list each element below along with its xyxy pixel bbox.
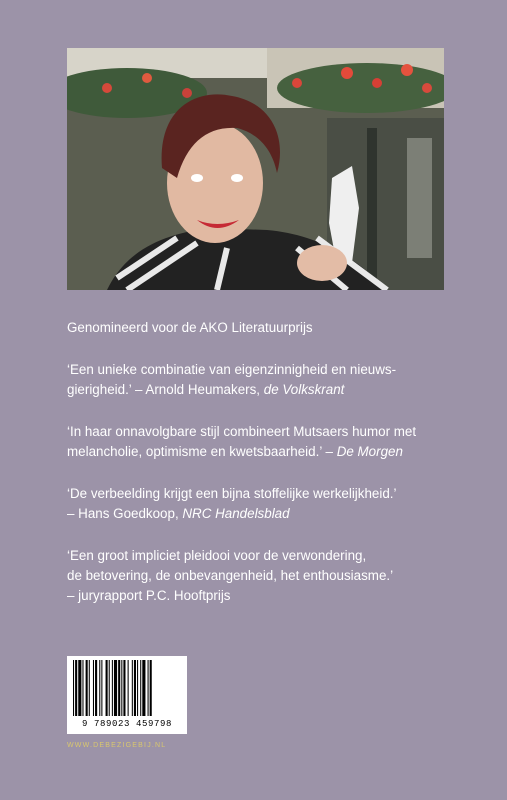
barcode-bar bbox=[150, 660, 152, 716]
barcode-bar bbox=[142, 660, 145, 716]
barcode-bar bbox=[140, 660, 141, 716]
barcode-bar bbox=[118, 660, 120, 716]
nomination-text: Genomineerd voor de AKO Literatuurprijs bbox=[67, 320, 313, 335]
barcode-bar bbox=[73, 660, 74, 716]
author-photo bbox=[67, 48, 444, 290]
barcode-bar bbox=[78, 660, 81, 716]
barcode-bar bbox=[128, 660, 129, 716]
quote-line: melancholie, optimisme en kwetsbaarheid.’ – De Morgen bbox=[67, 444, 403, 459]
barcode-bar bbox=[106, 660, 108, 716]
isbn-number: 9 789023 459798 bbox=[81, 719, 172, 729]
barcode-bar bbox=[137, 660, 138, 716]
quote-line: ‘De verbeelding krijgt een bijna stoffelijke werkelijkheid.’ bbox=[67, 486, 397, 501]
barcode-bar bbox=[93, 660, 94, 716]
publisher-website: WWW.DEBEZIGEBIJ.NL bbox=[67, 742, 167, 749]
quote-source: De Morgen bbox=[336, 444, 403, 459]
barcode-bar bbox=[86, 660, 88, 716]
quote-line: ‘In haar onnavolgbare stijl combineert Mutsaers humor met bbox=[67, 424, 417, 439]
quote-source: NRC Handelsblad bbox=[182, 506, 290, 521]
quote-line: de betovering, de onbevangenheid, het enthousiasme.’ bbox=[67, 568, 394, 583]
barcode-bar bbox=[148, 660, 149, 716]
quote-nrc bbox=[67, 484, 457, 524]
barcode-bar bbox=[134, 660, 136, 716]
quote-line: – juryrapport P.C. Hooftprijs bbox=[67, 588, 231, 603]
blurbs bbox=[67, 318, 457, 628]
quote-line: ‘Een unieke combinatie van eigenzinnigheid en nieuws- bbox=[67, 362, 397, 377]
barcode-bar bbox=[121, 660, 122, 716]
quote-de-morgen bbox=[67, 422, 457, 462]
barcode-bar bbox=[112, 660, 113, 716]
barcode bbox=[67, 656, 187, 734]
barcode-bar bbox=[99, 660, 100, 716]
barcode-bar bbox=[82, 660, 83, 716]
barcode-bar bbox=[101, 660, 102, 716]
barcode-bar bbox=[114, 660, 117, 716]
quote-jury bbox=[67, 546, 457, 606]
barcode-bar bbox=[89, 660, 90, 716]
quote-source: de Volkskrant bbox=[263, 382, 345, 397]
barcode-bar bbox=[132, 660, 133, 716]
quote-volkskrant bbox=[67, 360, 457, 400]
quote-line: ‘Een groot impliciet pleidooi voor de verwondering, bbox=[67, 548, 367, 563]
barcode-bar bbox=[109, 660, 110, 716]
quote-line: gierigheid.’ – Arnold Heumakers, de Volkskrant bbox=[67, 382, 345, 397]
barcode-bar bbox=[123, 660, 125, 716]
barcode-bar bbox=[75, 660, 77, 716]
barcode-bar bbox=[95, 660, 97, 716]
quote-line: – Hans Goedkoop, NRC Handelsblad bbox=[67, 506, 290, 521]
